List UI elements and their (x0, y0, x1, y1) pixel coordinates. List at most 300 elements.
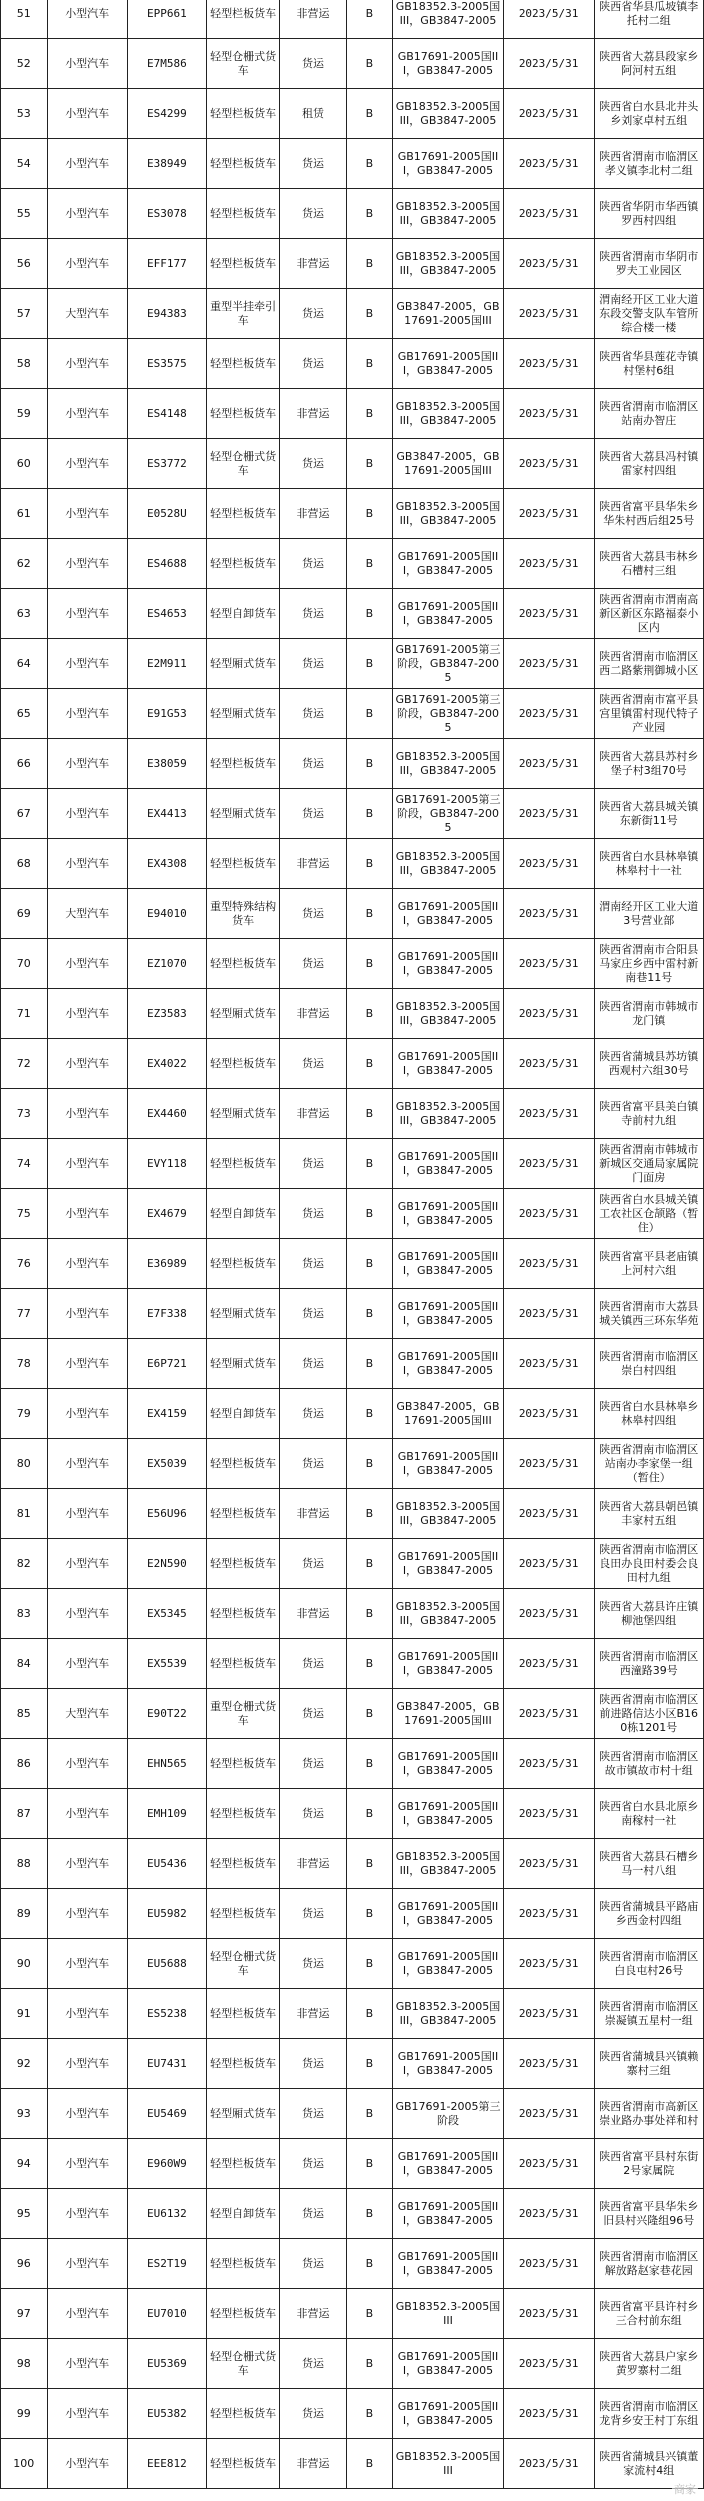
record-date-cell: 2023/5/31 (503, 89, 594, 139)
plate-number-cell: E91G53 (127, 689, 206, 739)
plate-number-cell: EU7431 (127, 2039, 206, 2089)
record-date-cell: 2023/5/31 (503, 289, 594, 339)
table-row (1, 2139, 704, 2189)
record-date-cell: 2023/5/31 (503, 839, 594, 889)
row-number-cell: 62 (1, 539, 48, 589)
owner-address-cell: 陕西省渭南市临渭区孝义镇李北村二组 (594, 139, 703, 189)
record-date-cell: 2023/5/31 (503, 739, 594, 789)
table-row (1, 2339, 704, 2389)
owner-address-cell: 陕西省渭南市高新区崇业路办事处祥和村 (594, 2089, 703, 2139)
record-date-cell: 2023/5/31 (503, 2289, 594, 2339)
plate-type-cell: 小型汽车 (47, 1739, 127, 1789)
plate-number-cell: ES3575 (127, 339, 206, 389)
inspection-class-cell: B (346, 339, 393, 389)
record-date-cell: 2023/5/31 (503, 1389, 594, 1439)
emission-standard-cell: GB18352.3-2005国III，GB3847-2005 (393, 189, 504, 239)
plate-type-cell: 大型汽车 (47, 1689, 127, 1739)
vehicle-type-cell: 轻型栏板货车 (206, 1839, 279, 1889)
vehicle-type-cell: 轻型厢式货车 (206, 789, 279, 839)
record-date-cell: 2023/5/31 (503, 1889, 594, 1939)
record-date-cell: 2023/5/31 (503, 1289, 594, 1339)
row-number-cell: 85 (1, 1689, 48, 1739)
row-number-cell: 64 (1, 639, 48, 689)
plate-number-cell: EX4679 (127, 1189, 206, 1239)
plate-number-cell: EU5688 (127, 1939, 206, 1989)
table-row (1, 2189, 704, 2239)
table-row (1, 2039, 704, 2089)
vehicle-type-cell: 轻型厢式货车 (206, 689, 279, 739)
record-date-cell: 2023/5/31 (503, 1639, 594, 1689)
emission-standard-cell: GB17691-2005国III，GB3847-2005 (393, 589, 504, 639)
emission-standard-cell: GB17691-2005国III，GB3847-2005 (393, 2389, 504, 2439)
record-date-cell: 2023/5/31 (503, 589, 594, 639)
plate-number-cell: E38059 (127, 739, 206, 789)
plate-type-cell: 小型汽车 (47, 2139, 127, 2189)
owner-address-cell: 陕西省渭南市临渭区西潼路39号 (594, 1639, 703, 1689)
row-number-cell: 66 (1, 739, 48, 789)
owner-address-cell: 陕西省蒲城县平路庙乡西金村四组 (594, 1889, 703, 1939)
emission-standard-cell: GB17691-2005第三阶段，GB3847-2005 (393, 789, 504, 839)
vehicle-type-cell: 重型特殊结构货车 (206, 889, 279, 939)
vehicle-type-cell: 轻型栏板货车 (206, 139, 279, 189)
usage-type-cell: 货运 (280, 39, 346, 89)
plate-number-cell: EX4308 (127, 839, 206, 889)
emission-standard-cell: GB17691-2005国III，GB3847-2005 (393, 39, 504, 89)
table-row (1, 1189, 704, 1239)
usage-type-cell: 货运 (280, 1539, 346, 1589)
vehicle-type-cell: 轻型厢式货车 (206, 989, 279, 1039)
record-date-cell: 2023/5/31 (503, 2389, 594, 2439)
vehicle-type-cell: 轻型栏板货车 (206, 539, 279, 589)
record-date-cell: 2023/5/31 (503, 639, 594, 689)
inspection-class-cell: B (346, 1789, 393, 1839)
usage-type-cell: 货运 (280, 1289, 346, 1339)
usage-type-cell: 货运 (280, 539, 346, 589)
record-date-cell: 2023/5/31 (503, 1089, 594, 1139)
emission-standard-cell: GB17691-2005第三阶段，GB3847-2005 (393, 689, 504, 739)
plate-number-cell: E36989 (127, 1239, 206, 1289)
plate-number-cell: EU5436 (127, 1839, 206, 1889)
inspection-class-cell: B (346, 839, 393, 889)
table-row (1, 1239, 704, 1289)
emission-standard-cell: GB17691-2005国III，GB3847-2005 (393, 1889, 504, 1939)
plate-type-cell: 小型汽车 (47, 1389, 127, 1439)
inspection-class-cell: B (346, 1539, 393, 1589)
inspection-class-cell: B (346, 1389, 393, 1439)
owner-address-cell: 陕西省蒲城县兴镇赖寨村三组 (594, 2039, 703, 2089)
usage-type-cell: 货运 (280, 889, 346, 939)
record-date-cell: 2023/5/31 (503, 39, 594, 89)
owner-address-cell: 陕西省渭南市大荔县城关镇西三环东华苑 (594, 1289, 703, 1339)
table-row (1, 289, 704, 339)
owner-address-cell: 陕西省渭南市临渭区西二路紫荆御城小区 (594, 639, 703, 689)
usage-type-cell: 货运 (280, 589, 346, 639)
usage-type-cell: 货运 (280, 2039, 346, 2089)
usage-type-cell: 非营运 (280, 489, 346, 539)
row-number-cell: 84 (1, 1639, 48, 1689)
plate-type-cell: 小型汽车 (47, 789, 127, 839)
row-number-cell: 95 (1, 2189, 48, 2239)
row-number-cell: 69 (1, 889, 48, 939)
vehicle-type-cell: 重型仓栅式货车 (206, 1689, 279, 1739)
plate-type-cell: 小型汽车 (47, 2289, 127, 2339)
vehicle-type-cell: 轻型栏板货车 (206, 1889, 279, 1939)
row-number-cell: 80 (1, 1439, 48, 1489)
plate-type-cell: 小型汽车 (47, 989, 127, 1039)
emission-standard-cell: GB17691-2005国III，GB3847-2005 (393, 1789, 504, 1839)
owner-address-cell: 陕西省大荔县朝邑镇丰家村五组 (594, 1489, 703, 1539)
plate-type-cell: 小型汽车 (47, 2189, 127, 2239)
owner-address-cell: 陕西省渭南市临渭区站南办智庄 (594, 389, 703, 439)
emission-standard-cell: GB3847-2005，GB17691-2005国III (393, 439, 504, 489)
row-number-cell: 53 (1, 89, 48, 139)
row-number-cell: 58 (1, 339, 48, 389)
table-row (1, 439, 704, 489)
usage-type-cell: 非营运 (280, 1089, 346, 1139)
vehicle-type-cell: 轻型栏板货车 (206, 1789, 279, 1839)
row-number-cell: 88 (1, 1839, 48, 1889)
row-number-cell: 65 (1, 689, 48, 739)
emission-standard-cell: GB17691-2005国III，GB3847-2005 (393, 1539, 504, 1589)
inspection-class-cell: B (346, 2139, 393, 2189)
usage-type-cell: 非营运 (280, 239, 346, 289)
plate-number-cell: ES4653 (127, 589, 206, 639)
plate-number-cell: EU5382 (127, 2389, 206, 2439)
plate-type-cell: 小型汽车 (47, 439, 127, 489)
emission-standard-cell: GB18352.3-2005国III，GB3847-2005 (393, 1989, 504, 2039)
inspection-class-cell: B (346, 139, 393, 189)
usage-type-cell: 非营运 (280, 1589, 346, 1639)
record-date-cell: 2023/5/31 (503, 439, 594, 489)
table-row (1, 189, 704, 239)
vehicle-type-cell: 轻型自卸货车 (206, 2189, 279, 2239)
record-date-cell: 2023/5/31 (503, 1539, 594, 1589)
plate-number-cell: E90T22 (127, 1689, 206, 1739)
table-row (1, 2439, 704, 2489)
record-date-cell: 2023/5/31 (503, 2339, 594, 2389)
owner-address-cell: 陕西省大荔县段家乡阿河村五组 (594, 39, 703, 89)
usage-type-cell: 货运 (280, 1689, 346, 1739)
usage-type-cell: 非营运 (280, 2289, 346, 2339)
emission-standard-cell: GB17691-2005国III，GB3847-2005 (393, 1939, 504, 1989)
owner-address-cell: 陕西省白水县北井头乡刘家卓村五组 (594, 89, 703, 139)
vehicle-type-cell: 轻型自卸货车 (206, 589, 279, 639)
plate-type-cell: 小型汽车 (47, 839, 127, 889)
plate-type-cell: 小型汽车 (47, 1289, 127, 1339)
table-row (1, 39, 704, 89)
table-row (1, 1989, 704, 2039)
plate-type-cell: 大型汽车 (47, 889, 127, 939)
table-row (1, 1939, 704, 1989)
plate-number-cell: E7M586 (127, 39, 206, 89)
vehicle-type-cell: 轻型厢式货车 (206, 1339, 279, 1389)
vehicle-type-cell: 轻型栏板货车 (206, 89, 279, 139)
plate-number-cell: EFF177 (127, 239, 206, 289)
owner-address-cell: 陕西省蒲城县苏坊镇西观村六组30号 (594, 1039, 703, 1089)
inspection-class-cell: B (346, 1989, 393, 2039)
plate-number-cell: EX5345 (127, 1589, 206, 1639)
usage-type-cell: 货运 (280, 339, 346, 389)
vehicle-type-cell: 轻型栏板货车 (206, 739, 279, 789)
owner-address-cell: 陕西省白水县林皋镇林皋村十一社 (594, 839, 703, 889)
emission-standard-cell: GB17691-2005第三阶段 (393, 2089, 504, 2139)
plate-type-cell: 小型汽车 (47, 139, 127, 189)
owner-address-cell: 陕西省富平县老庙镇上河村六组 (594, 1239, 703, 1289)
usage-type-cell: 货运 (280, 1139, 346, 1189)
plate-type-cell: 小型汽车 (47, 739, 127, 789)
inspection-class-cell: B (346, 889, 393, 939)
inspection-class-cell: B (346, 1939, 393, 1989)
plate-number-cell: E2N590 (127, 1539, 206, 1589)
owner-address-cell: 陕西省大荔县石槽乡马一村八组 (594, 1839, 703, 1889)
table-row (1, 1839, 704, 1889)
inspection-class-cell: B (346, 539, 393, 589)
record-date-cell: 2023/5/31 (503, 689, 594, 739)
table-row (1, 2239, 704, 2289)
plate-type-cell: 小型汽车 (47, 1539, 127, 1589)
row-number-cell: 56 (1, 239, 48, 289)
inspection-class-cell: B (346, 939, 393, 989)
owner-address-cell: 陕西省富平县村东街2号家属院 (594, 2139, 703, 2189)
vehicle-type-cell: 轻型栏板货车 (206, 2289, 279, 2339)
plate-number-cell: E56U96 (127, 1489, 206, 1539)
inspection-class-cell: B (346, 389, 393, 439)
inspection-class-cell: B (346, 1889, 393, 1939)
row-number-cell: 52 (1, 39, 48, 89)
inspection-class-cell: B (346, 2389, 393, 2439)
table-row (1, 1539, 704, 1589)
owner-address-cell: 陕西省渭南市临渭区站南办李家堡一组（暂住） (594, 1439, 703, 1489)
vehicle-type-cell: 轻型栏板货车 (206, 389, 279, 439)
inspection-class-cell: B (346, 589, 393, 639)
table-row (1, 89, 704, 139)
plate-number-cell: ES3078 (127, 189, 206, 239)
usage-type-cell: 货运 (280, 639, 346, 689)
table-row (1, 889, 704, 939)
usage-type-cell: 非营运 (280, 1989, 346, 2039)
owner-address-cell: 陕西省渭南市临渭区白良屯村26号 (594, 1939, 703, 1989)
inspection-class-cell: B (346, 2089, 393, 2139)
owner-address-cell: 渭南经开区工业大道东段交警支队车管所综合楼一楼 (594, 289, 703, 339)
inspection-class-cell: B (346, 2039, 393, 2089)
plate-type-cell: 小型汽车 (47, 389, 127, 439)
inspection-class-cell: B (346, 1739, 393, 1789)
row-number-cell: 61 (1, 489, 48, 539)
plate-number-cell: EX4022 (127, 1039, 206, 1089)
usage-type-cell: 货运 (280, 789, 346, 839)
plate-number-cell: EZ1070 (127, 939, 206, 989)
plate-number-cell: EPP661 (127, 0, 206, 39)
emission-standard-cell: GB18352.3-2005国III，GB3847-2005 (393, 1589, 504, 1639)
inspection-class-cell: B (346, 1439, 393, 1489)
plate-number-cell: E2M911 (127, 639, 206, 689)
usage-type-cell: 非营运 (280, 2439, 346, 2489)
usage-type-cell: 货运 (280, 1339, 346, 1389)
owner-address-cell: 陕西省渭南市韩城市龙门镇 (594, 989, 703, 1039)
plate-number-cell: ES4688 (127, 539, 206, 589)
vehicle-type-cell: 轻型仓栅式货车 (206, 439, 279, 489)
vehicle-type-cell: 轻型栏板货车 (206, 2389, 279, 2439)
vehicle-type-cell: 轻型厢式货车 (206, 1089, 279, 1139)
emission-standard-cell: GB18352.3-2005国III (393, 2439, 504, 2489)
owner-address-cell: 陕西省渭南市渭南高新区新区东路福泰小区内 (594, 589, 703, 639)
record-date-cell: 2023/5/31 (503, 2089, 594, 2139)
record-date-cell: 2023/5/31 (503, 989, 594, 1039)
plate-type-cell: 小型汽车 (47, 1139, 127, 1189)
usage-type-cell: 租赁 (280, 89, 346, 139)
owner-address-cell: 陕西省大荔县冯村镇雷家村四组 (594, 439, 703, 489)
vehicle-type-cell: 轻型栏板货车 (206, 839, 279, 889)
record-date-cell: 2023/5/31 (503, 339, 594, 389)
table-row (1, 2389, 704, 2439)
plate-type-cell: 小型汽车 (47, 1589, 127, 1639)
row-number-cell: 63 (1, 589, 48, 639)
emission-standard-cell: GB17691-2005国III，GB3847-2005 (393, 2189, 504, 2239)
usage-type-cell: 货运 (280, 939, 346, 989)
emission-standard-cell: GB18352.3-2005国III，GB3847-2005 (393, 0, 504, 39)
usage-type-cell: 货运 (280, 2089, 346, 2139)
table-row (1, 1489, 704, 1539)
vehicle-type-cell: 轻型栏板货车 (206, 1739, 279, 1789)
plate-type-cell: 小型汽车 (47, 489, 127, 539)
plate-number-cell: EEE812 (127, 2439, 206, 2489)
owner-address-cell: 陕西省大荔县苏村乡堡子村3组70号 (594, 739, 703, 789)
row-number-cell: 82 (1, 1539, 48, 1589)
emission-standard-cell: GB18352.3-2005国III，GB3847-2005 (393, 489, 504, 539)
table-row (1, 589, 704, 639)
record-date-cell: 2023/5/31 (503, 2189, 594, 2239)
row-number-cell: 77 (1, 1289, 48, 1339)
emission-standard-cell: GB18352.3-2005国III，GB3847-2005 (393, 89, 504, 139)
plate-type-cell: 小型汽车 (47, 2039, 127, 2089)
table-row (1, 1089, 704, 1139)
emission-standard-cell: GB18352.3-2005国III，GB3847-2005 (393, 1089, 504, 1139)
emission-standard-cell: GB17691-2005国III，GB3847-2005 (393, 1239, 504, 1289)
row-number-cell: 91 (1, 1989, 48, 2039)
plate-type-cell: 小型汽车 (47, 539, 127, 589)
inspection-class-cell: B (346, 2339, 393, 2389)
usage-type-cell: 货运 (280, 739, 346, 789)
vehicle-type-cell: 轻型栏板货车 (206, 1539, 279, 1589)
row-number-cell: 93 (1, 2089, 48, 2139)
record-date-cell: 2023/5/31 (503, 1689, 594, 1739)
table-row (1, 389, 704, 439)
table-row (1, 839, 704, 889)
emission-standard-cell: GB18352.3-2005国III，GB3847-2005 (393, 989, 504, 1039)
plate-number-cell: EX5039 (127, 1439, 206, 1489)
vehicle-type-cell: 轻型自卸货车 (206, 1389, 279, 1439)
table-row (1, 1289, 704, 1339)
table-row (1, 1339, 704, 1389)
record-date-cell: 2023/5/31 (503, 2439, 594, 2489)
plate-number-cell: EZ3583 (127, 989, 206, 1039)
plate-type-cell: 小型汽车 (47, 0, 127, 39)
inspection-class-cell: B (346, 1239, 393, 1289)
usage-type-cell: 货运 (280, 1639, 346, 1689)
plate-number-cell: EMH109 (127, 1789, 206, 1839)
plate-type-cell: 小型汽车 (47, 639, 127, 689)
vehicle-type-cell: 轻型栏板货车 (206, 1239, 279, 1289)
owner-address-cell: 陕西省渭南市临渭区崇凝镇五星村一组 (594, 1989, 703, 2039)
plate-number-cell: ES4148 (127, 389, 206, 439)
plate-type-cell: 小型汽车 (47, 1339, 127, 1389)
emission-standard-cell: GB17691-2005国III，GB3847-2005 (393, 1339, 504, 1389)
emission-standard-cell: GB18352.3-2005国III，GB3847-2005 (393, 389, 504, 439)
usage-type-cell: 货运 (280, 1239, 346, 1289)
usage-type-cell: 货运 (280, 1739, 346, 1789)
plate-type-cell: 小型汽车 (47, 89, 127, 139)
row-number-cell: 73 (1, 1089, 48, 1139)
emission-standard-cell: GB17691-2005国III，GB3847-2005 (393, 339, 504, 389)
inspection-class-cell: B (346, 189, 393, 239)
inspection-class-cell: B (346, 989, 393, 1039)
usage-type-cell: 货运 (280, 289, 346, 339)
plate-type-cell: 小型汽车 (47, 2089, 127, 2139)
table-row (1, 539, 704, 589)
emission-standard-cell: GB3847-2005，GB17691-2005国III (393, 1389, 504, 1439)
usage-type-cell: 非营运 (280, 1489, 346, 1539)
table-row (1, 2089, 704, 2139)
inspection-class-cell: B (346, 289, 393, 339)
usage-type-cell: 货运 (280, 139, 346, 189)
plate-number-cell: ES2T19 (127, 2239, 206, 2289)
row-number-cell: 89 (1, 1889, 48, 1939)
record-date-cell: 2023/5/31 (503, 1239, 594, 1289)
plate-number-cell: ES4299 (127, 89, 206, 139)
table-row (1, 1739, 704, 1789)
vehicle-type-cell: 轻型自卸货车 (206, 1189, 279, 1239)
plate-type-cell: 小型汽车 (47, 1039, 127, 1089)
plate-number-cell: EX4159 (127, 1389, 206, 1439)
plate-type-cell: 大型汽车 (47, 289, 127, 339)
plate-number-cell: EU5982 (127, 1889, 206, 1939)
vehicle-type-cell: 轻型厢式货车 (206, 2089, 279, 2139)
plate-number-cell: EU7010 (127, 2289, 206, 2339)
owner-address-cell: 陕西省渭南市华阴市罗夫工业园区 (594, 239, 703, 289)
emission-standard-cell: GB18352.3-2005国III，GB3847-2005 (393, 239, 504, 289)
plate-type-cell: 小型汽车 (47, 2339, 127, 2389)
plate-number-cell: EU5469 (127, 2089, 206, 2139)
emission-standard-cell: GB17691-2005国III，GB3847-2005 (393, 1139, 504, 1189)
emission-standard-cell: GB17691-2005国III，GB3847-2005 (393, 1439, 504, 1489)
vehicle-type-cell: 轻型栏板货车 (206, 939, 279, 989)
plate-type-cell: 小型汽车 (47, 689, 127, 739)
usage-type-cell: 非营运 (280, 1839, 346, 1889)
plate-number-cell: E38949 (127, 139, 206, 189)
record-date-cell: 2023/5/31 (503, 0, 594, 39)
plate-type-cell: 小型汽车 (47, 1839, 127, 1889)
row-number-cell: 76 (1, 1239, 48, 1289)
plate-type-cell: 小型汽车 (47, 39, 127, 89)
row-number-cell: 78 (1, 1339, 48, 1389)
plate-number-cell: EU6132 (127, 2189, 206, 2239)
inspection-class-cell: B (346, 1839, 393, 1889)
record-date-cell: 2023/5/31 (503, 789, 594, 839)
vehicle-type-cell: 重型半挂牵引车 (206, 289, 279, 339)
owner-address-cell: 陕西省白水县北原乡南稼村一社 (594, 1789, 703, 1839)
vehicle-type-cell: 轻型栏板货车 (206, 1589, 279, 1639)
table-row (1, 1639, 704, 1689)
usage-type-cell: 非营运 (280, 839, 346, 889)
row-number-cell: 83 (1, 1589, 48, 1639)
record-date-cell: 2023/5/31 (503, 139, 594, 189)
table-row (1, 239, 704, 289)
row-number-cell: 96 (1, 2239, 48, 2289)
row-number-cell: 98 (1, 2339, 48, 2389)
row-number-cell: 99 (1, 2389, 48, 2439)
table-row (1, 739, 704, 789)
vehicle-type-cell: 轻型栏板货车 (206, 2239, 279, 2289)
